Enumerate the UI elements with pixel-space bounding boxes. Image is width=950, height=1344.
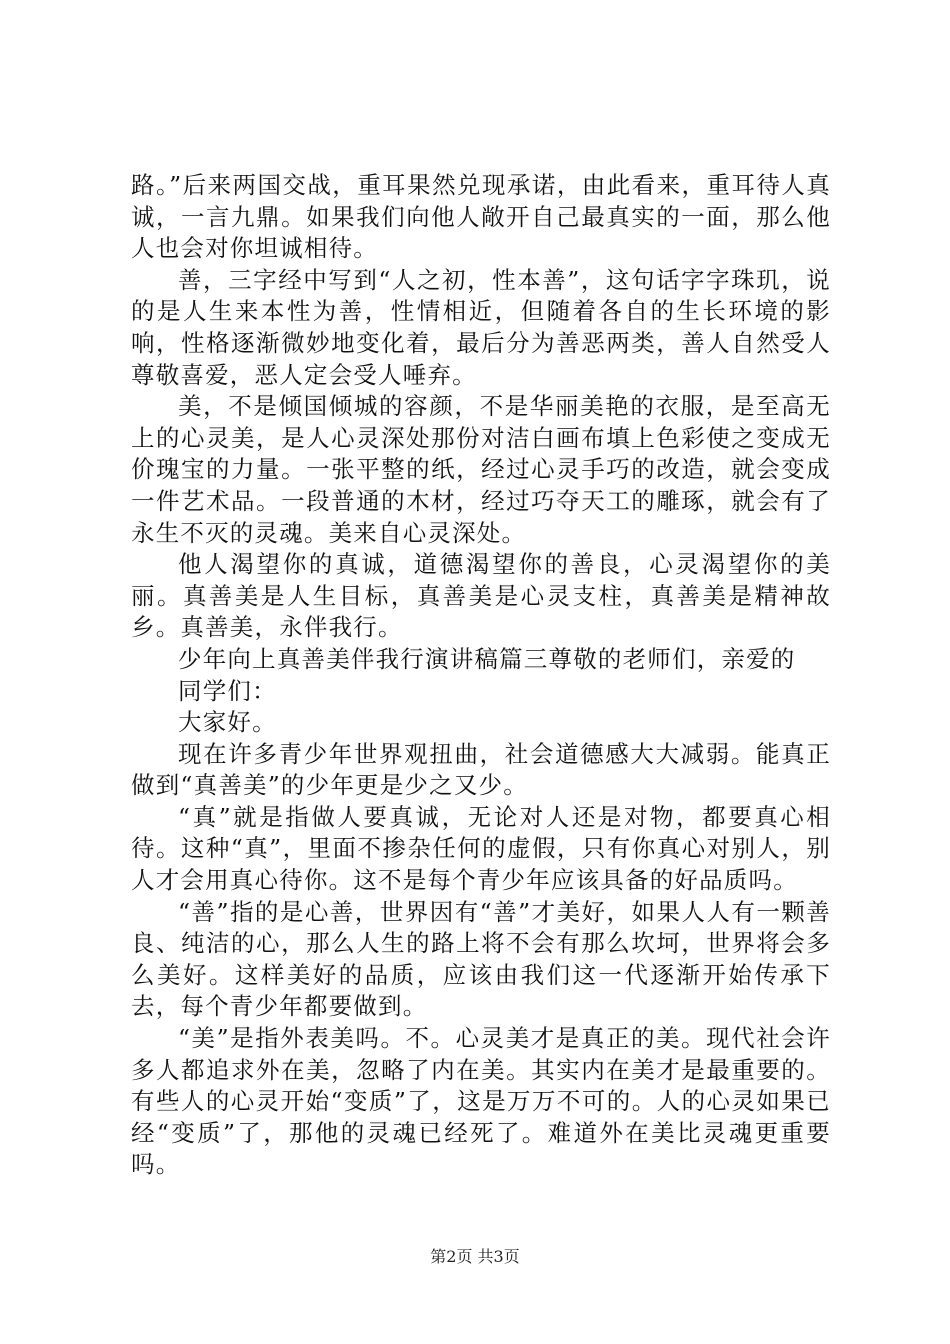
paragraph-shan-2: “善”指的是心善，世界因有“善”才美好，如果人人有一颗善良、纯洁的心，那么人生的路上将不会有那么坎坷，世界将会多么美好。这样美好的品质，应该由我们这一代逐渐开始传承下去，每个青少年都要做到。 <box>131 897 831 1021</box>
paragraph-mei-2: “美”是指外表美吗。不。心灵美才是真正的美。现代社会许多人都追求外在美，忽略了内在美。其实内在美才是最重要的。有些人的心灵开始“变质”了，这是万万不可的。人的心灵如果已经“变质”了，那他的灵魂已经死了。难道外在美比灵魂更重要吗。 <box>131 1024 831 1179</box>
paragraph-zhen: “真”就是指做人要真诚，无论对人还是对物，都要真心相待。这种“真”，里面不掺杂任何的虚假，只有你真心对别人，别人才会用真心待你。这不是每个青少年应该具备的好品质吗。 <box>131 802 831 895</box>
paragraph-continuation: 路。”后来两国交战，重耳果然兑现承诺，由此看来，重耳待人真诚，一言九鼎。如果我们向他人敞开自己最真实的一面，那么他人也会对你坦诚相待。 <box>131 171 831 263</box>
paragraph-speech-title: 少年向上真善美伴我行演讲稿篇三尊敬的老师们，亲爱的 <box>178 644 796 673</box>
paragraph-mei: 美，不是倾国倾城的容颜，不是华丽美艳的衣服，是至高无上的心灵美，是人心灵深处那份对洁白画布填上色彩使之变成无价瑰宝的力量。一张平整的纸，经过心灵手巧的改造，就会变成一件艺术品。一段普通的木材，经过巧夺天工的雕琢，就会有了永生不灭的灵魂。美来自心灵深处。 <box>131 392 831 547</box>
paragraph-greeting: 大家好。 <box>178 708 277 737</box>
page-footer: 第2页 共3页 <box>430 1247 520 1266</box>
paragraph-salutation: 同学们： <box>178 676 277 705</box>
document-body <box>131 170 831 1181</box>
paragraph-shan: 善，三字经中写到“人之初，性本善”，这句话字字珠玑，说的是人生来本性为善，性情相近，但随着各自的生长环境的影响，性格逐渐微妙地变化着，最后分为善恶两类，善人自然受人尊敬喜爱，恶人定会受人唾弃。 <box>131 265 831 389</box>
paragraph-summary: 他人渴望你的真诚，道德渴望你的善良，心灵渴望你的美丽。真善美是人生目标，真善美是心灵支柱，真善美是精神故乡。真善美，永伴我行。 <box>131 550 831 642</box>
paragraph-intro: 现在许多青少年世界观扭曲，社会道德感大大减弱。能真正做到“真善美”的少年更是少之又少。 <box>131 739 831 800</box>
